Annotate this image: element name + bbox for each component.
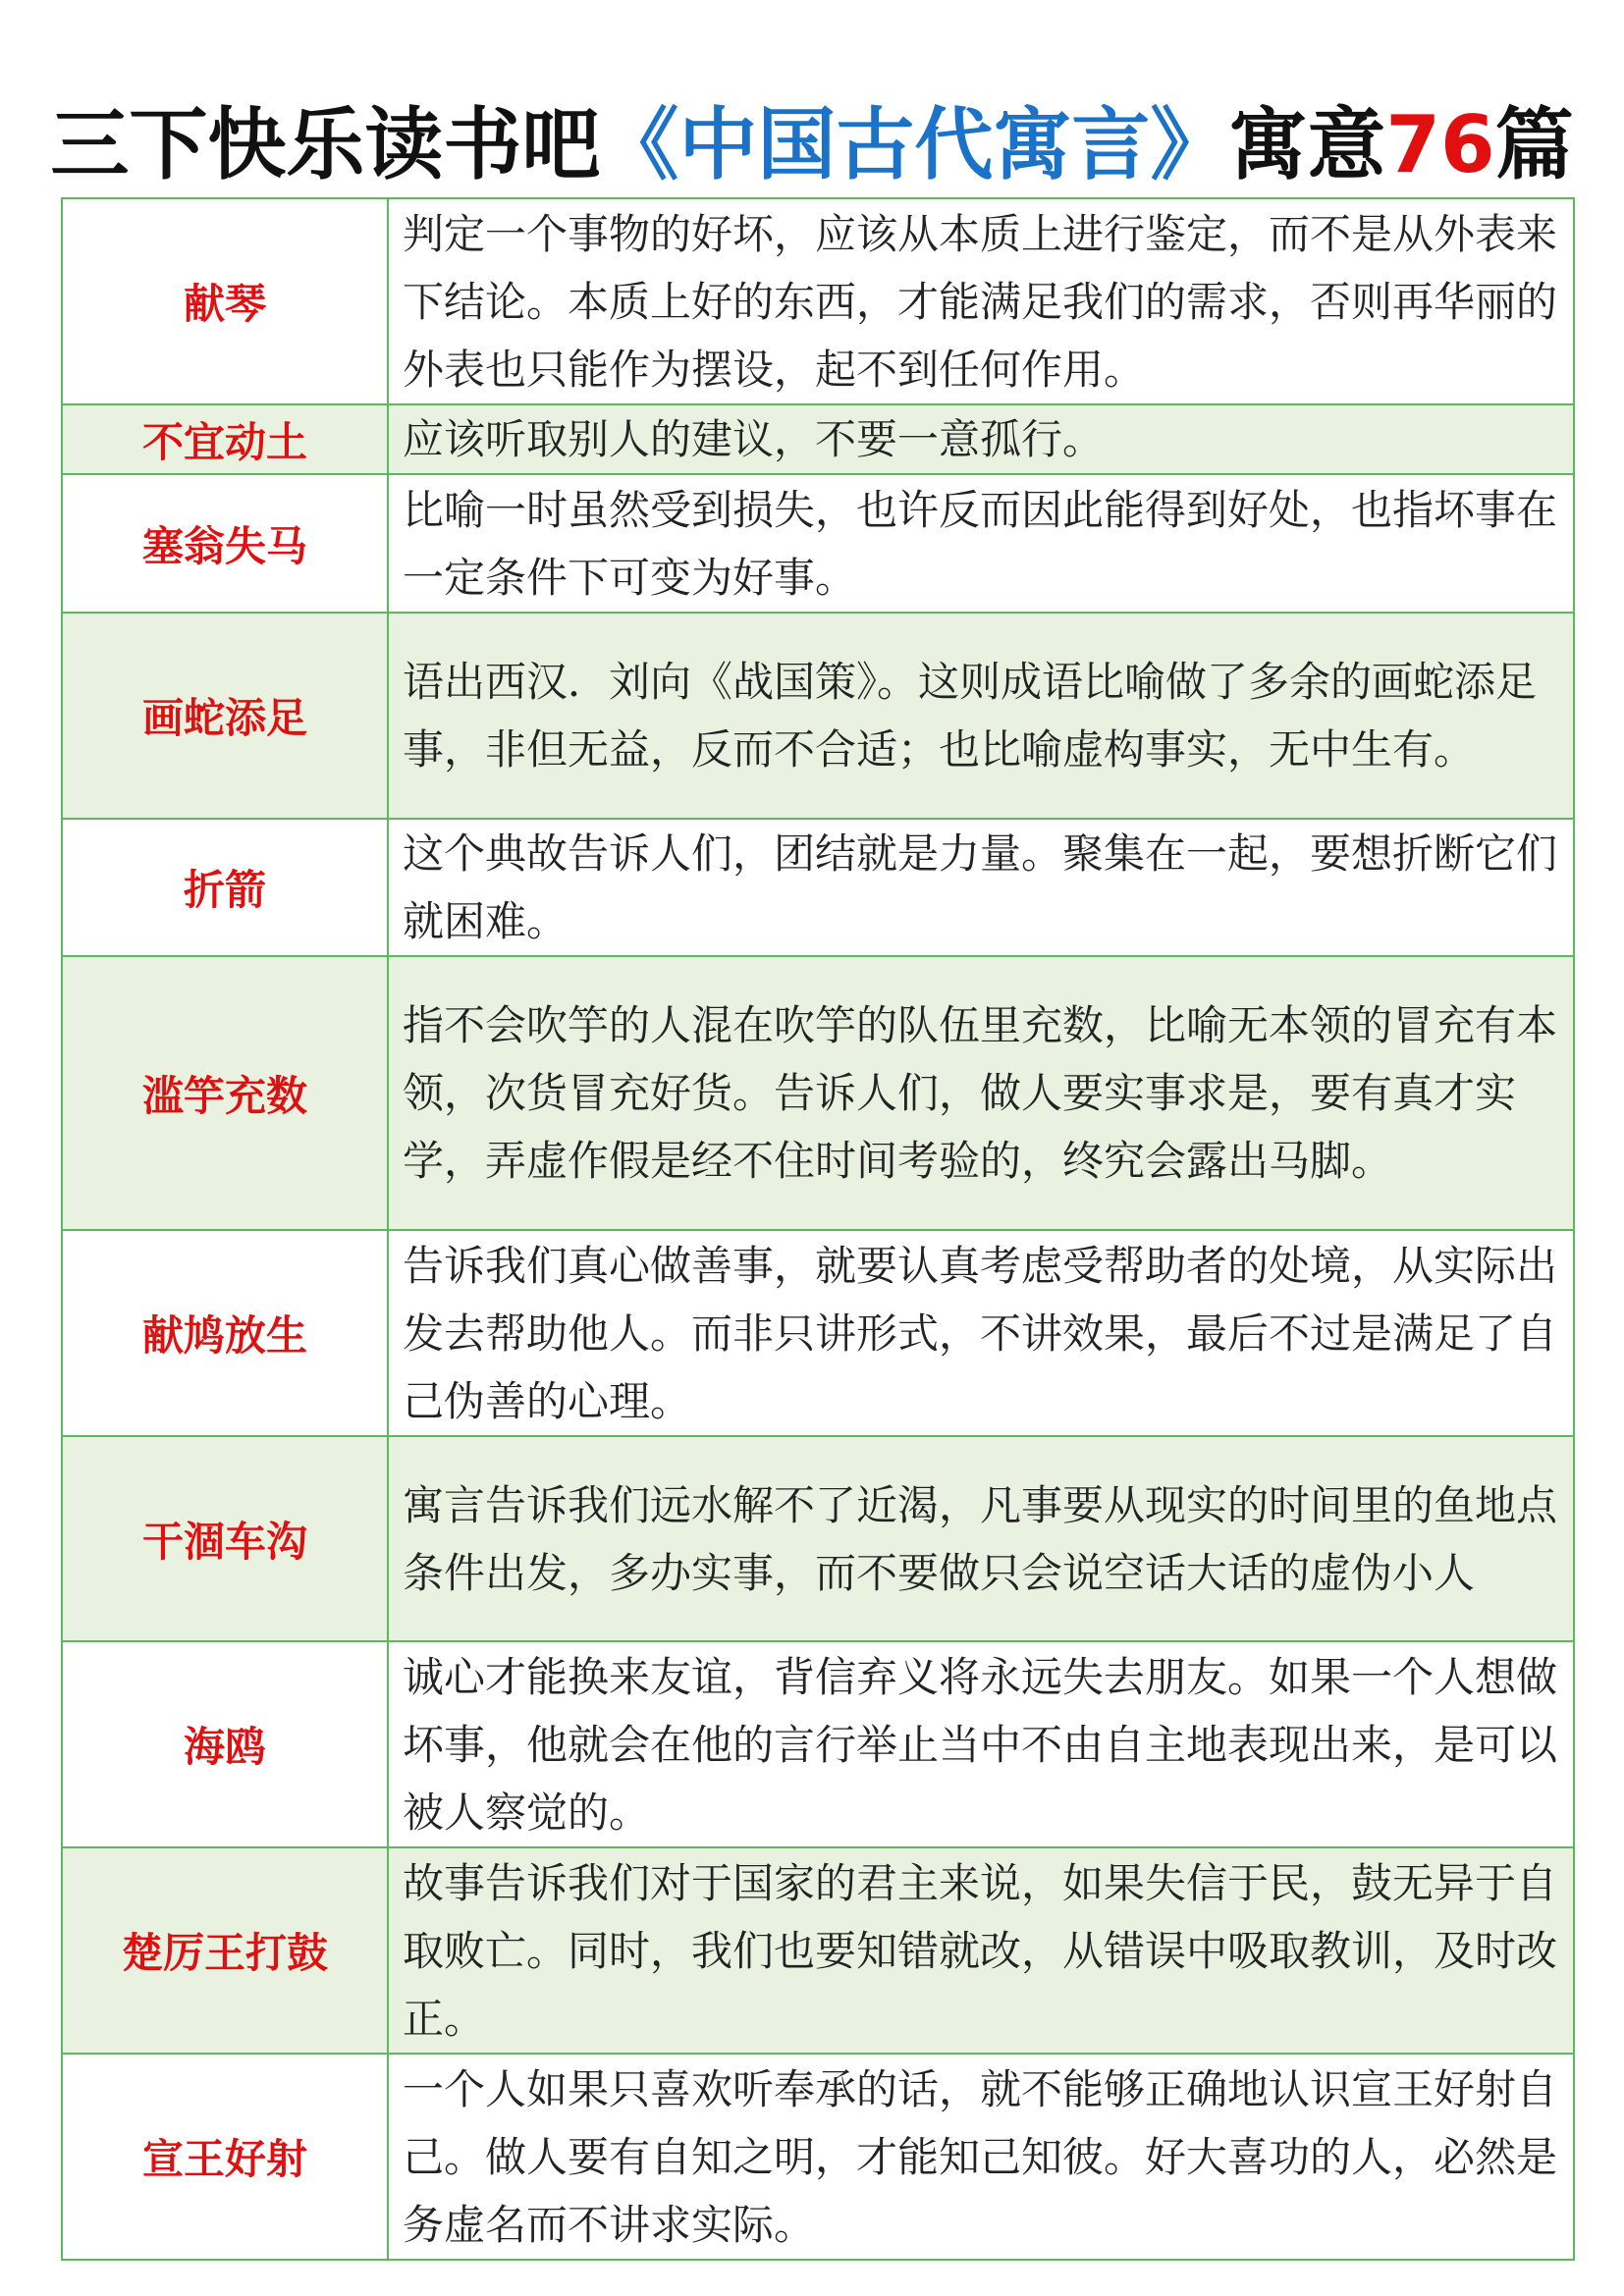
title-count: 76	[1385, 99, 1495, 190]
fable-meaning: 这个典故告诉人们，团结就是力量。聚集在一起，要想折断它们就困难。	[388, 819, 1574, 956]
title-prefix: 三下快乐读书吧	[50, 99, 601, 190]
fable-name: 干涸车沟	[62, 1436, 388, 1641]
table-row	[62, 1436, 1574, 1641]
fable-name: 不宜动土	[62, 404, 388, 474]
fable-meaning: 故事告诉我们对于国家的君主来说，如果失信于民，鼓无异于自取败亡。同时，我们也要知错就改，从错误中吸取教训，及时改正。	[388, 1847, 1574, 2054]
fable-meaning: 指不会吹竽的人混在吹竽的队伍里充数，比喻无本领的冒充有本领，次货冒充好货。告诉人们，做人要实事求是，要有真才实学，弄虚作假是经不住时间考验的，终究会露出马脚。	[388, 956, 1574, 1230]
fable-name: 塞翁失马	[62, 474, 388, 613]
table-row	[62, 613, 1574, 819]
fable-meaning: 判定一个事物的好坏，应该从本质上进行鉴定，而不是从外表来下结论。本质上好的东西，才能满足我们的需求，否则再华丽的外表也只能作为摆设，起不到任何作用。	[388, 198, 1574, 404]
fable-meaning: 应该听取别人的建议，不要一意孤行。	[388, 404, 1574, 474]
fable-meaning: 告诉我们真心做善事，就要认真考虑受帮助者的处境，从实际出发去帮助他人。而非只讲形式，不讲效果，最后不过是满足了自己伪善的心理。	[388, 1230, 1574, 1436]
table-row	[62, 404, 1574, 474]
fable-meaning: 语出西汉．刘向《战国策》。这则成语比喻做了多余的画蛇添足事，非但无益，反而不合适；也比喻虚构事实，无中生有。	[388, 613, 1574, 819]
fable-name: 海鸥	[62, 1641, 388, 1847]
table-row	[62, 474, 1574, 613]
fable-table	[61, 197, 1575, 2261]
table-row	[62, 1641, 1574, 1847]
fable-name: 楚厉王打鼓	[62, 1847, 388, 2054]
fable-name: 滥竽充数	[62, 956, 388, 1230]
fable-name: 折箭	[62, 819, 388, 956]
fable-name: 献鸠放生	[62, 1230, 388, 1436]
table-row	[62, 956, 1574, 1230]
fable-name: 画蛇添足	[62, 613, 388, 819]
title-suffix-a: 寓意	[1228, 99, 1386, 190]
title-suffix-b: 篇	[1494, 99, 1574, 190]
fable-meaning: 诚心才能换来友谊，背信弃义将永远失去朋友。如果一个人想做坏事，他就会在他的言行举止当中不由自主地表现出来，是可以被人察觉的。	[388, 1641, 1574, 1847]
fable-meaning: 寓言告诉我们远水解不了近渴，凡事要从现实的时间里的鱼地点条件出发，多办实事，而不要做只会说空话大话的虚伪小人	[388, 1436, 1574, 1641]
title-book: 《中国古代寓言》	[600, 99, 1229, 190]
table-row	[62, 2054, 1574, 2260]
fable-meaning: 比喻一时虽然受到损失，也许反而因此能得到好处，也指坏事在一定条件下可变为好事。	[388, 474, 1574, 613]
page-title	[0, 86, 1624, 204]
table-row	[62, 1847, 1574, 2054]
table-row	[62, 819, 1574, 956]
fable-name: 献琴	[62, 198, 388, 404]
table-row	[62, 198, 1574, 404]
fable-meaning: 一个人如果只喜欢听奉承的话，就不能够正确地认识宣王好射自己。做人要有自知之明，才能知己知彼。好大喜功的人，必然是务虚名而不讲求实际。	[388, 2054, 1574, 2260]
table-row	[62, 1230, 1574, 1436]
fable-name: 宣王好射	[62, 2054, 388, 2260]
